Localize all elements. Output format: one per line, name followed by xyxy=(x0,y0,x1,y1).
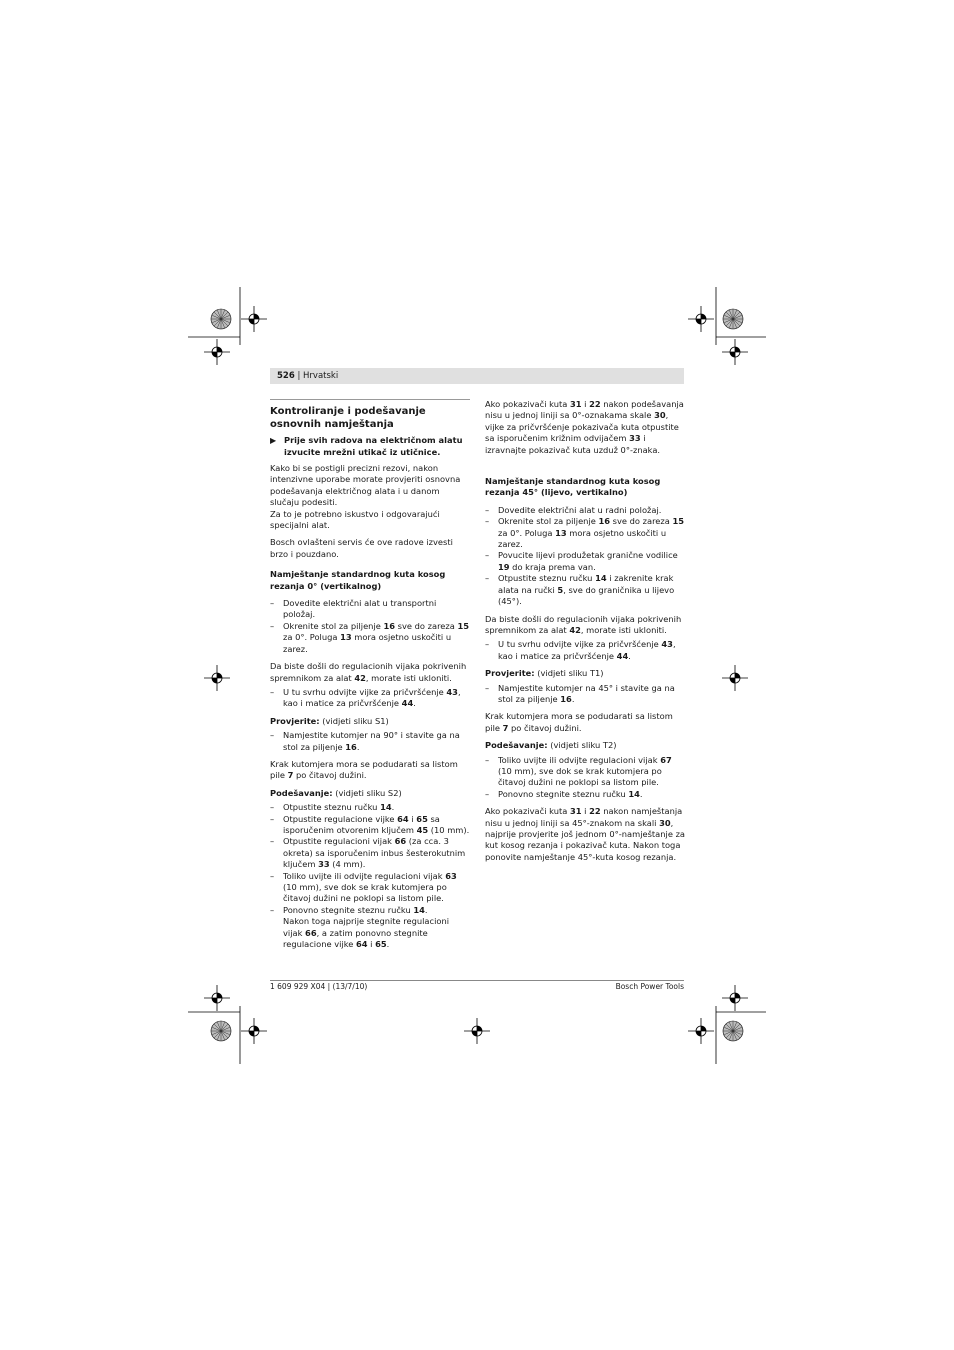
check-heading: Provjerite: (vidjeti sliku S1) xyxy=(270,715,389,726)
header-language: Hrvatski xyxy=(303,371,339,381)
subsection-title: Namještanje standardnog kuta kosog rezanja 45° (lijevo, vertikalno) xyxy=(485,476,661,498)
footer-brand: Bosch Power Tools xyxy=(615,982,684,991)
check-heading: Provjerite: (vidjeti sliku T1) xyxy=(485,668,604,679)
list-item: – Namjestite kutomjer na 90° i stavite ga na stol za piljenje 16. xyxy=(270,730,470,753)
list-item: – U tu svrhu odvijte vijke za pričvršćenje 43, kao i matice za pričvršćenje 44. xyxy=(270,687,470,710)
list-continuation: Nakon toga najprije stegnite regulacioni vijak 66, a zatim ponovno stegnite regulacione vijke 64 i 65. xyxy=(283,916,450,950)
list-item: – Ponovno stegnite steznu ručku 14. xyxy=(485,789,685,800)
right-column xyxy=(485,399,685,869)
list-item: – Ponovno stegnite steznu ručku 14. xyxy=(270,905,470,916)
step-list xyxy=(485,683,685,706)
warning-text: Prije svih radova na električnom alatu izvucite mrežni utikač iz utičnice. xyxy=(284,435,463,457)
paragraph: Ako pokazivači kuta 31 i 22 nakon podešavanja nisu u jednoj liniji sa 0°-oznakama skale 30, vijke za pričvršćenje pokazivača kuta otpustite sa isporučenim križnim odvijačem 33 i izravnajte pokazivač kuta uzduž 0°-znaka. xyxy=(485,399,684,455)
adjust-heading: Podešavanje: (vidjeti sliku T2) xyxy=(485,740,617,751)
page-header xyxy=(277,370,338,382)
footer-rule xyxy=(270,980,684,981)
step-list xyxy=(485,755,685,801)
page-number: 526 xyxy=(277,371,295,381)
paragraph: Bosch ovlašteni servis će ove radove izvesti brzo i pouzdano. xyxy=(270,537,453,559)
list-item: – Dovedite električni alat u transportni položaj. xyxy=(270,598,470,621)
footer-doc-number: 1 609 929 X04 | (13/7/10) xyxy=(270,982,368,991)
left-column xyxy=(270,399,470,950)
paragraph: Da biste došli do regulacionih vijaka pokrivenih spremnikom za alat 42, morate isti ukloniti. xyxy=(270,661,467,683)
subsection-title: Namještanje standardnog kuta kosog rezanja 0° (vertikalnog) xyxy=(270,569,446,591)
step-list xyxy=(270,730,470,753)
list-item: – Okrenite stol za piljenje 16 sve do zareza 15 za 0°. Poluga 13 mora osjetno uskočiti u zarez. xyxy=(270,621,470,655)
paragraph: Za to je potrebno iskustvo i odgovarajući specijalni alat. xyxy=(270,508,440,531)
paragraph: Da biste došli do regulacionih vijaka pokrivenih spremnikom za alat 42, morate isti ukloniti. xyxy=(485,613,682,635)
paragraph: Krak kutomjera mora se podudarati sa listom pile 7 po čitavoj dužini. xyxy=(270,758,458,781)
list-item: – Okrenite stol za piljenje 16 sve do zareza 15 za 0°. Poluga 13 mora osjetno uskočiti u zarez. xyxy=(485,516,685,550)
step-list xyxy=(485,505,685,608)
step-list xyxy=(270,802,470,916)
list-item: – Povucite lijevi produžetak granične vodilice 19 do kraja prema van. xyxy=(485,550,685,573)
list-item: – Dovedite električni alat u radni položaj. xyxy=(485,505,685,516)
list-item: – Toliko uvijte ili odvijte regulacioni vijak 63 (10 mm), sve dok se krak kutomjera po čitavoj dužini ne poklopi sa listom pile. xyxy=(270,871,470,905)
section-title: Kontroliranje i podešavanje osnovnih namještanja xyxy=(270,406,426,430)
paragraph: Ako pokazivači kuta 31 i 22 nakon namještanja nisu u jednoj liniji sa 45°-znakom na skali 30, najprije provjerite još jednom 0°-namještanje za kut kosog rezanja i pokazivač kuta. Nakon toga ponovite namještanje 45°-kuta kosog rezanja. xyxy=(485,806,686,862)
safety-warning xyxy=(270,435,470,458)
step-list xyxy=(485,639,685,662)
section-rule xyxy=(270,399,470,400)
list-item: – U tu svrhu odvijte vijke za pričvršćenje 43, kao i matice za pričvršćenje 44. xyxy=(485,639,685,662)
paragraph: Kako bi se postigli precizni rezovi, nakon intenzivne uporabe morate provjeriti osnovna podešavanja električnog alata i u danom slučaju podesiti. xyxy=(270,463,461,508)
list-item: – Toliko uvijte ili odvijte regulacioni vijak 67 (10 mm), sve dok se krak kutomjera po čitavoj dužini ne poklopi sa listom pile. xyxy=(485,755,685,789)
step-list xyxy=(270,687,470,710)
paragraph: Krak kutomjera mora se podudarati sa listom pile 7 po čitavoj dužini. xyxy=(485,711,673,733)
triangle-bullet-icon: ▶ xyxy=(270,436,277,446)
step-list xyxy=(270,598,470,655)
list-item: – Otpustite steznu ručku 14 i zakrenite krak alata na ručki 5, sve do graničnika u lijevo (45°). xyxy=(485,573,685,607)
list-item: – Otpustite steznu ručku 14. xyxy=(270,802,470,813)
list-item: – Otpustite regulacione vijke 64 i 65 sa isporučenim otvorenim ključem 45 (10 mm). xyxy=(270,814,470,837)
adjust-heading: Podešavanje: (vidjeti sliku S2) xyxy=(270,787,402,798)
list-item: – Namjestite kutomjer na 45° i stavite ga na stol za piljenje 16. xyxy=(485,683,685,706)
header-separator: | xyxy=(297,371,301,381)
list-item: – Otpustite regulacioni vijak 66 (za cca. 3 okreta) sa isporučenim inbus šesterokutnim ključem 33 (4 mm). xyxy=(270,836,470,870)
